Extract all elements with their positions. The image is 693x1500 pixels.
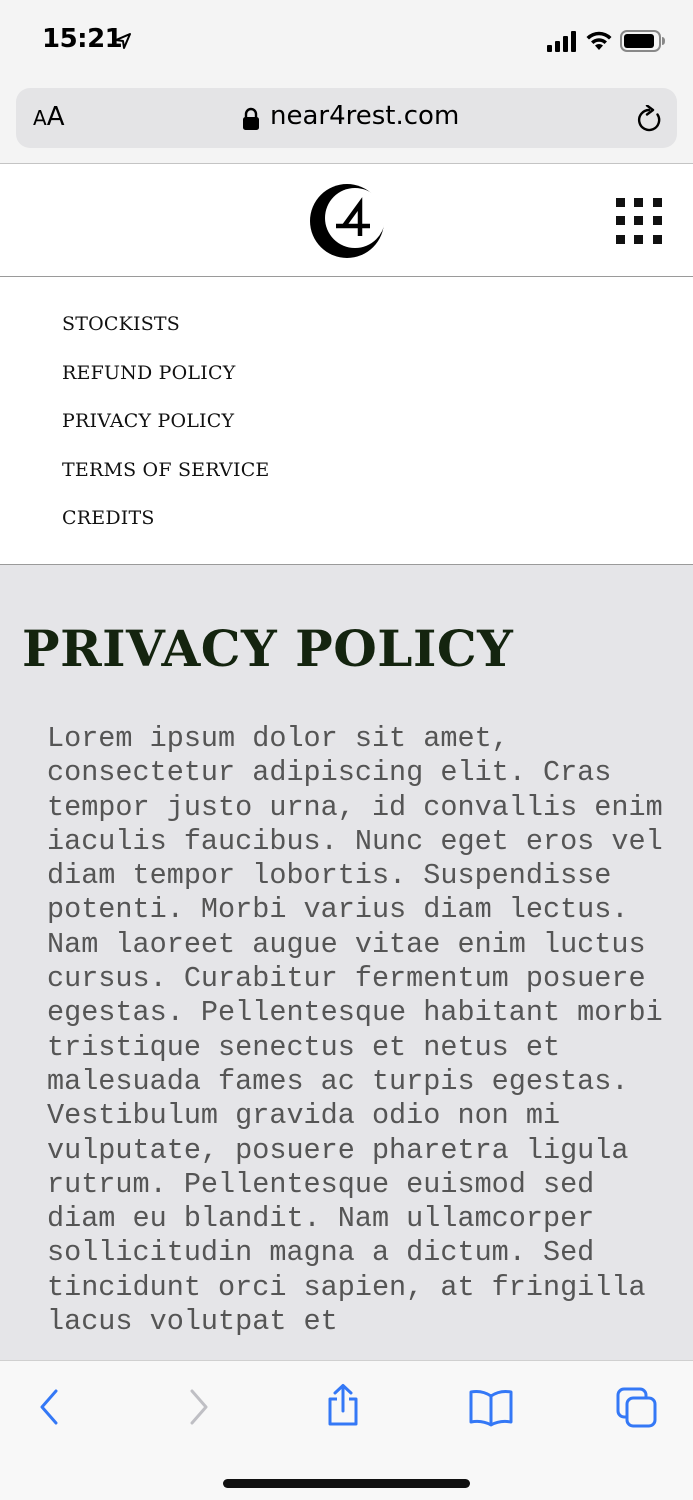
page-content: [0, 565, 693, 1360]
grid-menu-icon[interactable]: [616, 198, 662, 244]
tabs-icon[interactable]: [616, 1387, 658, 1429]
cellular-signal-icon: [547, 31, 579, 53]
home-indicator: [223, 1479, 470, 1488]
nav-item-terms-of-service[interactable]: TERMS OF SERVICE: [62, 459, 270, 481]
status-time: 15:21: [42, 24, 123, 54]
status-bar: [0, 0, 693, 84]
nav-item-credits[interactable]: CREDITS: [62, 507, 155, 529]
policy-body-text: Lorem ipsum dolor sit amet, consectetur adipiscing elit. Cras tempor justo urna, id convallis enim iaculis faucibus. Nunc eget eros vel diam tempor lobortis. Suspendisse potenti. Morbi varius diam lectus. Nam laoreet augue vitae enim luctus cursus. Curabitur fermentum posuere egestas. Pellentesque habitant morbi tristique senectus et netus et malesuada fames ac turpis egestas. Vestibulum gravida odio non mi vulputate, posuere pharetra ligula rutrum. Pellentesque euismod sed diam eu blandit. Nam ullamcorper sollicitudin magna a dictum. Sed tincidunt orci sapien, at fringilla lacus volutpat et: [47, 722, 663, 1339]
address-bar[interactable]: [16, 88, 677, 148]
wifi-icon: [585, 29, 613, 51]
nav-item-stockists[interactable]: STOCKISTS: [62, 313, 181, 335]
share-icon[interactable]: [324, 1383, 362, 1427]
location-arrow-icon: [114, 32, 132, 50]
bookmarks-icon[interactable]: [468, 1389, 514, 1427]
page-title: PRIVACY POLICY: [22, 619, 514, 678]
nav-item-privacy-policy[interactable]: PRIVACY POLICY: [62, 410, 235, 432]
nav-item-refund-policy[interactable]: REFUND POLICY: [62, 362, 236, 384]
text-size-button[interactable]: AA: [33, 102, 65, 132]
site-header: [0, 165, 693, 277]
reload-icon[interactable]: [635, 105, 663, 135]
site-nav: [0, 277, 693, 565]
browser-address-area: [0, 84, 693, 164]
forward-icon[interactable]: [184, 1387, 214, 1427]
battery-icon: [620, 30, 666, 52]
browser-toolbar: [0, 1360, 693, 1500]
near4rest-logo-icon[interactable]: [308, 182, 386, 260]
lock-icon: [242, 107, 260, 131]
url-text[interactable]: near4rest.com: [270, 101, 460, 131]
back-icon[interactable]: [34, 1387, 64, 1427]
